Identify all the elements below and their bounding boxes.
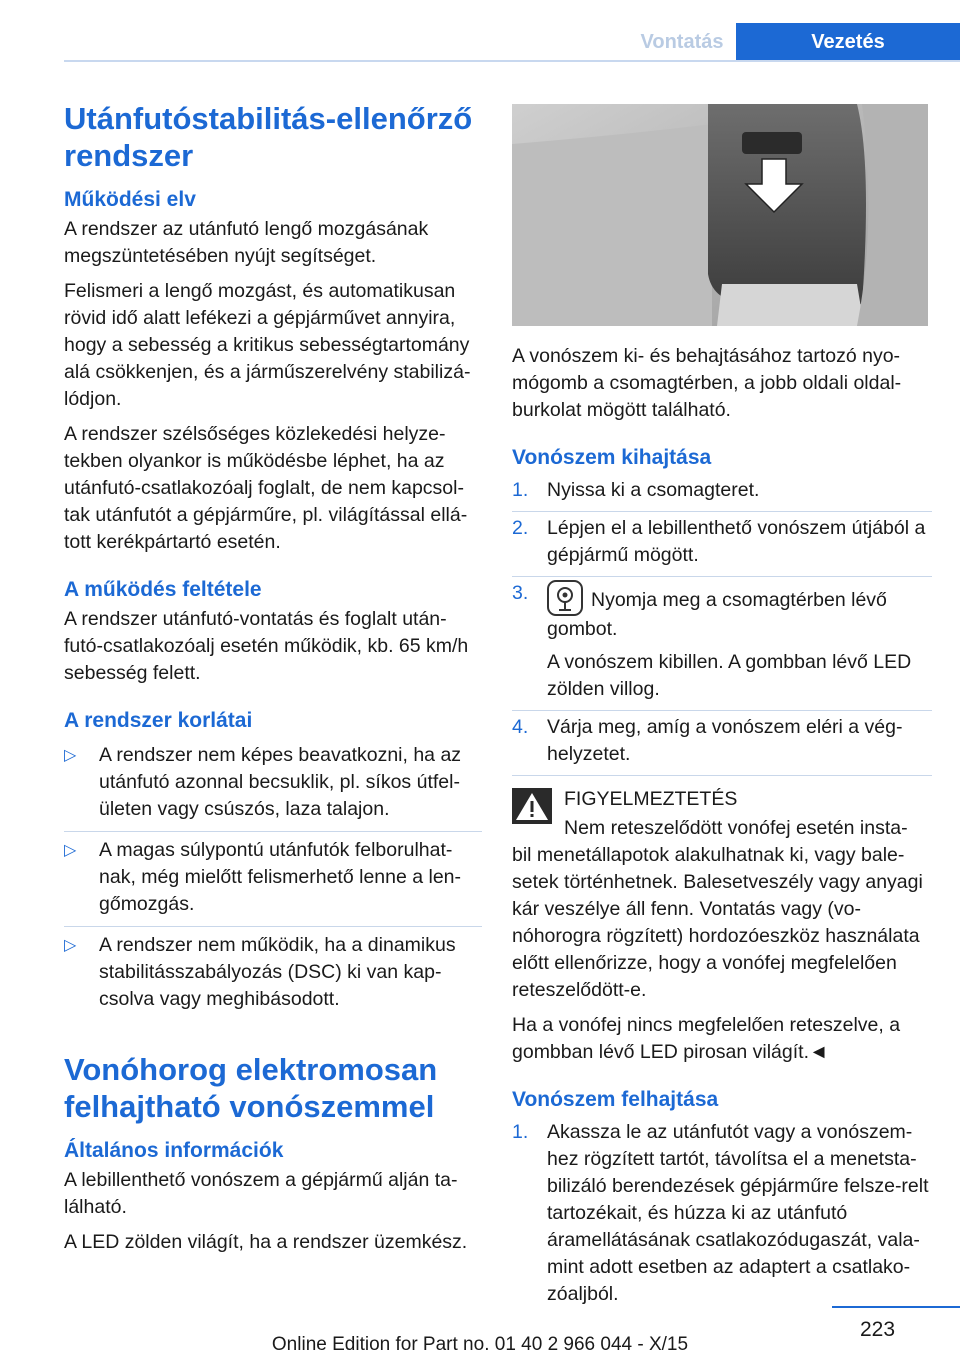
list-item xyxy=(512,474,932,512)
heading-general-info: Általános információk xyxy=(64,1139,284,1162)
warning-text-first-line: Nem reteszelődött vonófej esetén insta- xyxy=(564,817,908,839)
section-title-trailer-stability: Utánfutóstabilitás-ellenőrző rendszer xyxy=(64,101,473,173)
limits-list xyxy=(64,737,482,1021)
warning-text xyxy=(512,815,932,1004)
extend-steps xyxy=(512,474,932,776)
paragraph: A rendszer utánfutó-vontatás és foglalt után-futó-csatlakozóalj esetén működik, kb. 65 km/h sebesség felett. xyxy=(64,608,469,684)
header-divider xyxy=(64,60,960,62)
left-column xyxy=(64,100,482,1264)
step-text: Lépjen el a lebillenthető vonószem útjából a gépjármű mögött. xyxy=(547,517,926,566)
step-text: Akassza le az utánfutót vagy a vonószem-hez rögzített tartót, távolítsa el a menetsta-bilizáló berendezések gépjárműre felsze-relt tartozékait, és húzza ki az utánfutó áramellátásának csatlakozódugaszát, vala-mint adott esetben az adaptert a csatlako-zóaljból. xyxy=(547,1121,929,1305)
list-item xyxy=(64,832,482,927)
step-number: 1. xyxy=(512,479,529,501)
heading-operating-condition: A működés feltétele xyxy=(64,578,262,601)
page-number: 223 xyxy=(860,1318,896,1341)
warning-triangle-icon xyxy=(512,788,552,824)
list-item xyxy=(512,1116,932,1315)
triangle-bullet-icon: ▷ xyxy=(64,842,77,859)
heading-extend-tow-eye: Vonószem kihajtása xyxy=(512,446,712,469)
list-item xyxy=(64,737,482,832)
heading-operating-principle: Működési elv xyxy=(64,188,196,211)
triangle-bullet-icon: ▷ xyxy=(64,747,77,764)
warning-text-rest: bil menetállapotok alakulhatnak ki, vagy bale-setek történhetnek. Balesetveszély vagy anyagi kár veszélye áll fenn. Vontatás vagy (vo-nóhorogra rögzített) hordozóeszköz használata előtt ellenőrizze, hogy a vonófej megfelelően reteszelődött-e. xyxy=(512,844,923,1001)
tab-vezetes[interactable]: Vezetés xyxy=(736,23,960,61)
paragraph: A rendszer szélsőséges közlekedési helyze-tekben olyankor is működésbe léphet, ha az utánfutó-csatlakozóalj foglalt, de nem kapcsol-tak utánfutót a gépjárműre, pl. világítással ellá-tott kerékpártartó esetén. xyxy=(64,423,468,553)
right-column xyxy=(512,104,932,1315)
heading-retract-tow-eye: Vonószem felhajtása xyxy=(512,1088,719,1111)
step-number: 3. xyxy=(512,582,529,604)
photo-caption: A vonószem ki- és behajtásához tartozó nyo-mógomb a csomagtérben, a jobb oldali oldal-burkolat mögött található. xyxy=(512,345,902,421)
header-tabs xyxy=(628,23,960,61)
warning-box xyxy=(512,786,932,1066)
trailer-hitch-button-icon xyxy=(547,580,583,616)
list-item-text: A magas súlypontú utánfutók felborulhat-nak, még mielőtt felismerhető lenne a len-gőmozgás. xyxy=(99,839,462,915)
list-item-text: A rendszer nem képes beavatkozni, ha az utánfutó azonnal becsuklik, pl. síkos útfel-ületen vagy csúszós, laza talajon. xyxy=(99,744,462,820)
step-text: Nyissa ki a csomagteret. xyxy=(547,479,760,501)
warning-note: Ha a vonófej nincs megfelelően reteszelve, a gombban lévő LED pirosan világít.◄ xyxy=(512,1014,901,1063)
trunk-photo xyxy=(512,104,928,326)
heading-system-limits: A rendszer korlátai xyxy=(64,709,253,732)
paragraph: A rendszer az utánfutó lengő mozgásának megszüntetésében nyújt segítséget. xyxy=(64,218,429,267)
section-title-tow-hitch: Vonóhorog elektromosan felhajtható vonószemmel xyxy=(64,1052,438,1124)
step-text: Nyomja meg a csomagtérben lévő gombot. xyxy=(547,589,887,640)
list-item-text: A rendszer nem működik, ha a dinamikus stabilitásszabályozás (DSC) ki van kap-csolva vagy meghibásodott. xyxy=(99,934,456,1010)
triangle-bullet-icon: ▷ xyxy=(64,937,77,954)
list-item xyxy=(64,927,482,1021)
step-text: Várja meg, amíg a vonószem eléri a vég-helyzetet. xyxy=(547,716,903,765)
step-result: A vonószem kibillen. A gombban lévő LED zölden villog. xyxy=(547,651,912,700)
paragraph: Felismeri a lengő mozgást, és automatikusan rövid idő alatt lefékezi a gépjárművet annyira, hogy a sebesség a kritikus sebességtartomány alá csökkenjen, és a járműszerelvény stabilizá-lódjon. xyxy=(64,280,471,410)
paragraph: A lebillenthető vonószem a gépjármű alján ta-lálható. xyxy=(64,1169,458,1218)
list-item xyxy=(512,711,932,776)
step-number: 4. xyxy=(512,716,529,738)
footer-rule xyxy=(832,1306,960,1308)
edition-footer: Online Edition for Part no. 01 40 2 966 044 - X/15 xyxy=(271,1334,689,1355)
tab-vontatas[interactable]: Vontatás xyxy=(628,23,736,61)
step-number: 2. xyxy=(512,517,529,539)
paragraph: A LED zölden világít, ha a rendszer üzemkész. xyxy=(64,1231,468,1253)
list-item xyxy=(512,577,932,711)
warning-title: FIGYELMEZTETÉS xyxy=(564,788,738,810)
step-number: 1. xyxy=(512,1121,529,1143)
list-item xyxy=(512,512,932,577)
retract-steps xyxy=(512,1116,932,1315)
